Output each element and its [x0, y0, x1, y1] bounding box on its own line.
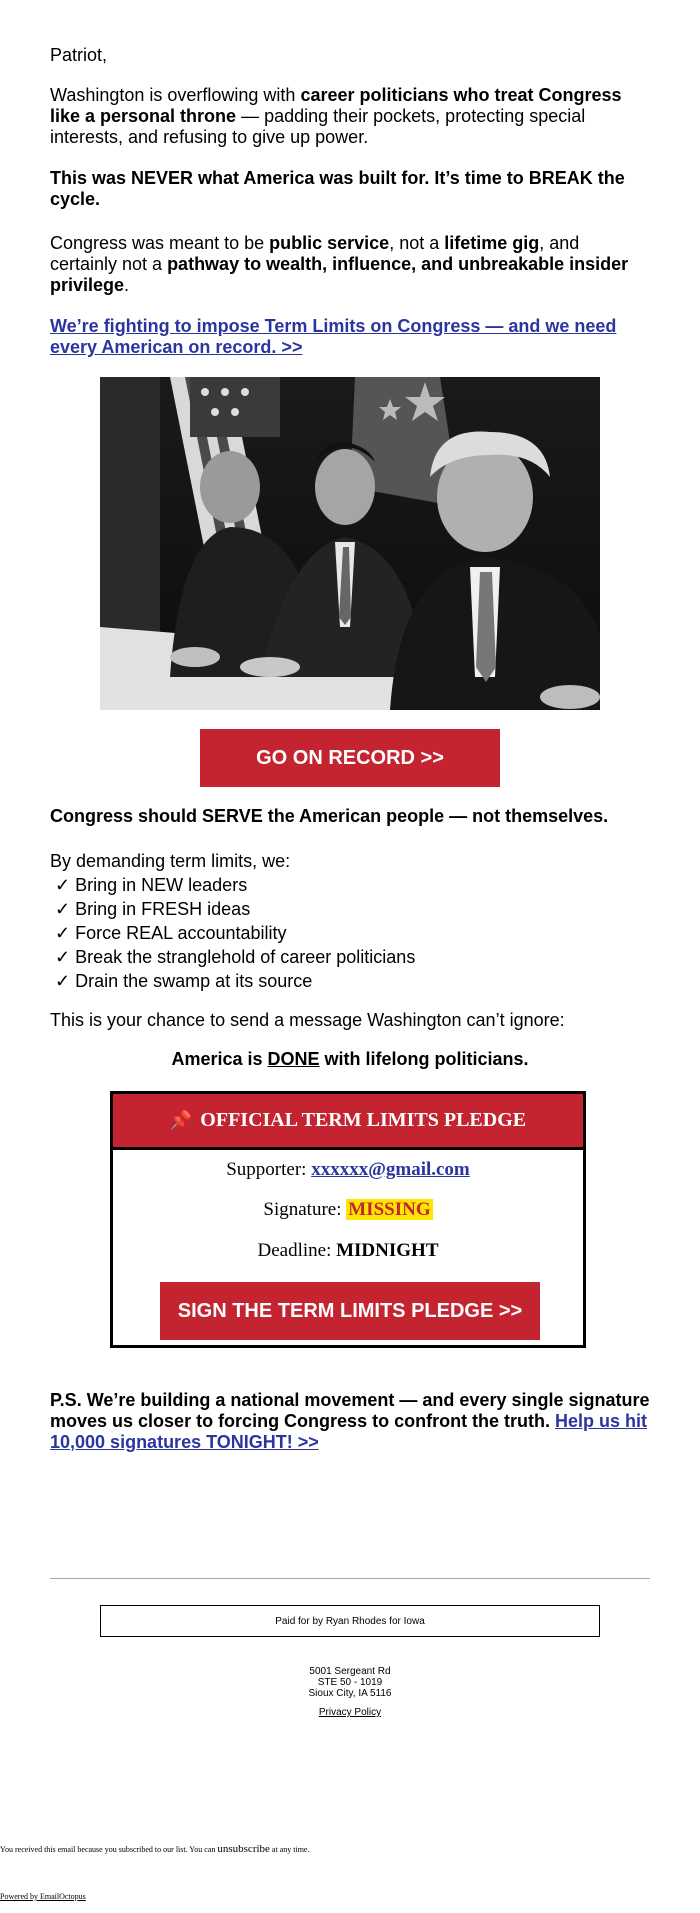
ps-text-d: lifetime gig	[444, 233, 540, 253]
signatures-link[interactable]: Help us hit 10,000 signatures TONIGHT! >>	[50, 1411, 648, 1452]
unsubscribe-link[interactable]: unsubscribe	[217, 1843, 270, 1855]
term-limits-link-block	[50, 316, 650, 358]
greeting-text: Patriot,	[50, 45, 108, 65]
list-item	[50, 897, 650, 921]
checklist-text: Drain the swamp at its source	[75, 971, 313, 991]
serve-text: Congress should SERVE the American people — not themselves.	[50, 806, 609, 826]
ps-text: P.S. We’re building a national movement — and every single signature moves us closer to forcing Congress to confront the truth.	[50, 1390, 650, 1431]
intro-text-c: — padding their pockets, protecting special interests, and refusing to give up power.	[50, 106, 586, 147]
ps-text-f: pathway to wealth, influence, and unbreakable insider privilege	[50, 254, 629, 295]
deadline-label: Deadline:	[257, 1240, 337, 1261]
ps-paragraph	[50, 1390, 650, 1453]
address-line-1: 5001 Sergeant Rd	[309, 1666, 391, 1677]
powered-by	[0, 1892, 86, 1901]
greeting	[50, 45, 650, 66]
public-service-paragraph	[50, 233, 650, 296]
chance-line	[50, 1010, 650, 1031]
done-text-a: America is	[171, 1049, 268, 1069]
received-text-a: You received this email because you subscribed to our list. You can	[0, 1845, 218, 1854]
ps-text-a: Congress was meant to be	[50, 233, 270, 253]
checklist-text: Bring in NEW leaders	[75, 875, 248, 895]
ps-text-g: .	[124, 275, 130, 295]
photo-illustration	[100, 377, 600, 710]
deadline-value: MIDNIGHT	[336, 1240, 439, 1261]
never-text: This was NEVER what America was built for. It’s time to BREAK the cycle.	[50, 168, 625, 209]
list-item	[50, 969, 650, 993]
checklist-text: Force REAL accountability	[75, 923, 287, 943]
intro-text-a: Washington is overflowing with	[50, 85, 301, 105]
intro-paragraph	[50, 85, 650, 148]
pledge-header	[113, 1094, 583, 1150]
address-line-2: STE 50 - 1019	[317, 1677, 383, 1688]
politicians-photo[interactable]	[100, 377, 600, 710]
privacy-policy-link[interactable]: Privacy Policy	[318, 1707, 382, 1718]
go-on-record-button[interactable]: GO ON RECORD >>	[200, 729, 500, 787]
list-item	[50, 873, 650, 897]
list-item	[50, 921, 650, 945]
demand-section	[50, 849, 650, 993]
deadline-row	[113, 1240, 583, 1262]
supporter-row	[113, 1159, 583, 1181]
powered-by-link[interactable]: Powered by EmailOctopus	[0, 1892, 86, 1901]
checklist-text: Bring in FRESH ideas	[75, 899, 251, 919]
footer-divider	[50, 1578, 650, 1579]
term-limits-link[interactable]: We’re fighting to impose Term Limits on Congress — and we need every American on record. >>	[50, 316, 617, 357]
check-icon: ✓	[55, 875, 71, 895]
checklist	[50, 873, 650, 993]
paid-for-text: Paid for by Ryan Rhodes for Iowa	[275, 1615, 425, 1627]
intro-text-bold: career politicians who treat Congress like a personal throne	[50, 85, 622, 126]
check-icon: ✓	[55, 923, 71, 943]
ps-text-e: , and certainly not a	[50, 233, 580, 274]
check-icon: ✓	[55, 971, 71, 991]
ps-text-c: , not a	[389, 233, 445, 253]
paid-for-box	[100, 1605, 600, 1637]
ps-text-b: public service	[269, 233, 390, 253]
check-icon: ✓	[55, 947, 71, 967]
supporter-label: Supporter:	[226, 1159, 312, 1180]
received-text-b: at any time.	[269, 1845, 310, 1854]
address-line-3: Sioux City, IA 5116	[308, 1688, 392, 1699]
signature-status: MISSING	[348, 1199, 431, 1220]
done-text-c: with lifelong politicians.	[319, 1049, 529, 1069]
list-item	[50, 945, 650, 969]
pledge-box	[110, 1091, 586, 1348]
signature-label: Signature:	[263, 1199, 347, 1220]
serve-line	[50, 806, 650, 827]
chance-text: This is your chance to send a message Washington can’t ignore:	[50, 1010, 565, 1030]
never-paragraph	[50, 168, 650, 210]
subscription-notice	[0, 1843, 309, 1855]
footer-address	[0, 1666, 700, 1718]
check-icon: ✓	[55, 899, 71, 919]
done-text-b: DONE	[267, 1049, 320, 1069]
demand-intro: By demanding term limits, we:	[50, 851, 291, 871]
sign-pledge-button[interactable]: SIGN THE TERM LIMITS PLEDGE >>	[160, 1282, 540, 1340]
done-line	[50, 1049, 650, 1070]
signature-row	[113, 1199, 583, 1221]
pushpin-icon: 📌	[169, 1110, 193, 1130]
checklist-text: Break the stranglehold of career politicians	[75, 947, 416, 967]
pledge-title: OFFICIAL TERM LIMITS PLEDGE	[200, 1109, 527, 1131]
supporter-email-link[interactable]: xxxxxx@gmail.com	[311, 1159, 470, 1180]
